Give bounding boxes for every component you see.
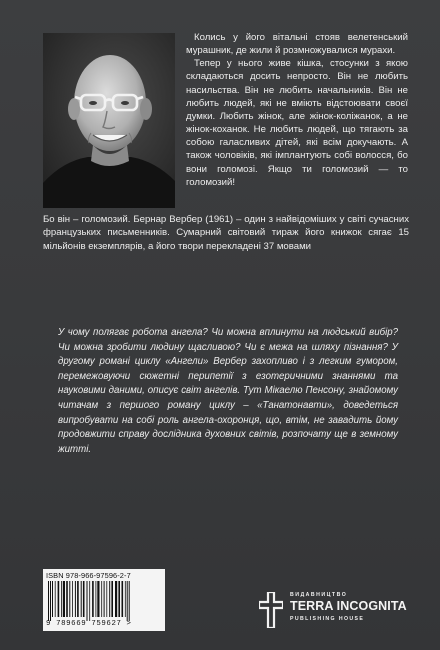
barcode-bar bbox=[92, 581, 94, 617]
barcode-bar bbox=[115, 581, 117, 617]
publisher-top-label: ВИДАВНИЦТВО bbox=[290, 592, 348, 598]
isbn-barcode bbox=[43, 569, 165, 631]
publisher-bottom-label: PUBLISHING HOUSE bbox=[290, 616, 365, 622]
isbn-number: ISBN 978-966-97596-2-7 bbox=[46, 571, 131, 580]
author-bio: Бо він – голомозий. Бернар Вербер (1961) – один з найвідоміших у світі сучасних французьких письменників. Сумарний світовий тираж його книжок сягає 15 мільйонів екземплярів, а його твори перекладені 37 мовами bbox=[43, 214, 409, 252]
barcode-bar bbox=[48, 581, 49, 621]
barcode-bar bbox=[58, 581, 60, 617]
barcode-bar bbox=[89, 581, 90, 621]
barcode-bar bbox=[61, 581, 62, 617]
barcode-bar bbox=[50, 581, 51, 621]
book-annotation: У чому полягає робота ангела? Чи можна вплинути на людський вибір? Чи можна зробити людину щасливою? Чи є межа на шляху пізнання? У другому романі циклу «Ангели» Вербер захопливо і з легким гумором, перемежовуючи сюжетні перипетії з езотеричними знаннями та науковими даними, описує світ ангелів. Тут Мікаелю Пенсону, знайомому читачам з першого роману циклу – «Танатонавти», доведеться випробувати на собі роль ангела-охоронця, що, втім, не завадить йому продовжити справу дослідника духовних світів, розпочату ще в земному житті. bbox=[58, 327, 398, 455]
barcode-bar bbox=[118, 581, 120, 617]
barcode-bar bbox=[87, 581, 88, 621]
barcode-bar bbox=[109, 581, 110, 617]
barcode-bar bbox=[106, 581, 107, 617]
barcode-bar bbox=[72, 581, 73, 617]
barcode-bar bbox=[125, 581, 126, 617]
publisher-logo bbox=[259, 590, 407, 630]
barcode-bar bbox=[97, 581, 99, 617]
barcode-bar bbox=[77, 581, 79, 617]
barcode-bar bbox=[129, 581, 130, 621]
barcode-bar bbox=[122, 581, 124, 617]
barcode-bar bbox=[52, 581, 53, 617]
barcode-digits: 9 789669 759627 > bbox=[46, 620, 132, 628]
barcode-bar bbox=[96, 581, 97, 617]
barcode-bars bbox=[46, 581, 162, 621]
barcode-bar bbox=[55, 581, 56, 617]
barcode-bar bbox=[127, 581, 128, 621]
barcode-bar bbox=[75, 581, 76, 617]
barcode-bar bbox=[104, 581, 105, 617]
author-portrait-image bbox=[43, 33, 175, 208]
barcode-bar bbox=[63, 581, 65, 617]
barcode-bar bbox=[66, 581, 68, 617]
barcode-bar bbox=[83, 581, 85, 617]
barcode-bar bbox=[111, 581, 113, 617]
publisher-name: TERRA INCOGNITA bbox=[290, 599, 407, 613]
author-quote bbox=[186, 31, 408, 189]
quote-paragraph-2: Тепер у нього живе кішка, стосунки з якою складаються досить непросто. Він не любить насильства. Він не любить начальників. Він не любить людей, які не вміють відстоювати своєї думки. Любить жінок, але жінок-коліжанок, а не жінок-коханок. Не любить людей, що тягають за собою галасливих дітей, які всім докучають. А також чоловіків, які імплантують собі волосся, бо вони голомозі. Якщо ти голомозий — то голомозий! bbox=[186, 58, 408, 188]
cross-icon bbox=[259, 592, 283, 628]
barcode-bar bbox=[101, 581, 102, 617]
barcode-bar bbox=[81, 581, 82, 617]
barcode-bar bbox=[69, 581, 70, 617]
author-portrait bbox=[43, 33, 175, 208]
quote-paragraph-1: Колись у його вітальні стояв велетенський мурашник, де жили й розмножувалися мурахи. bbox=[186, 32, 408, 57]
